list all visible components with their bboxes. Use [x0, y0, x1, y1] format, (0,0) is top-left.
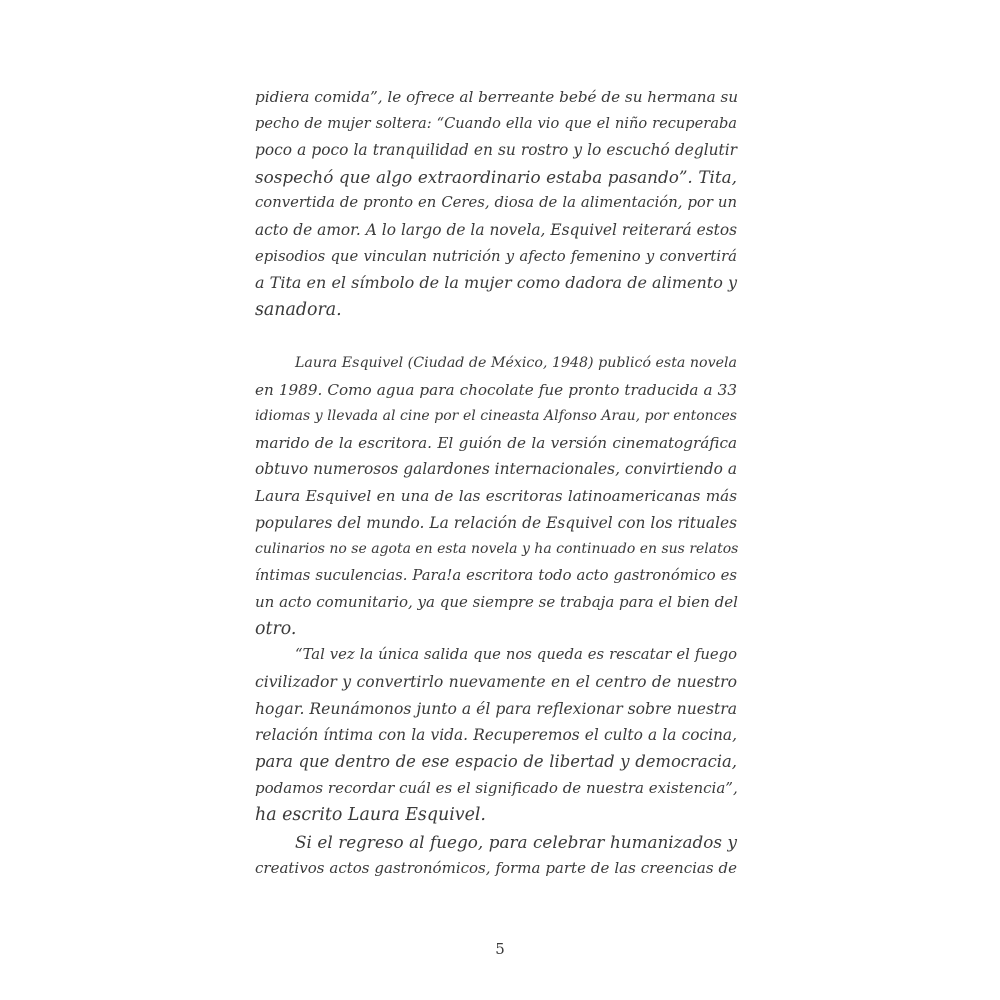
text-line: otro. — [255, 618, 297, 639]
text-line: para que dentro de ese espacio de libertad y democracia, — [255, 751, 737, 771]
text-line: Laura Esquivel en una de las escritoras latinoamericanas más — [255, 486, 737, 505]
text-line: sanadora. — [255, 299, 342, 320]
text-line: ha escrito Laura Esquivel. — [255, 805, 486, 826]
text-line: culinarios no se agota en esta novela y ha continuado en sus relatos — [255, 541, 739, 558]
text-line: Laura Esquivel (Ciudad de México, 1948) publicó esta novela — [295, 354, 737, 371]
text-line: pecho de mujer soltera: “Cuando ella vio que el niño recuperaba — [255, 114, 737, 132]
text-line: idiomas y llevada al cine por el cineasta Alfonso Arau, por entonces — [255, 408, 737, 425]
text-line: populares del mundo. La relación de Esquivel con los rituales — [255, 513, 737, 532]
page-number: 5 — [495, 940, 505, 958]
body-text — [255, 84, 737, 882]
paragraph — [255, 829, 737, 882]
paragraph-gap — [255, 323, 737, 350]
text-line: a Tita en el símbolo de la mujer como dadora de alimento y — [255, 273, 737, 293]
text-line: “Tal vez la única salida que nos queda es rescatar el fuego — [295, 646, 737, 664]
text-line: relación íntima con la vida. Recuperemos el culto a la cocina, — [255, 726, 737, 745]
text-line: pidiera comida”, le ofrece al berreante bebé de su hermana su — [255, 88, 739, 106]
paragraph — [255, 350, 737, 643]
text-line: obtuvo numerosos galardones internacionales, convirtiendo a — [255, 460, 737, 479]
text-line: acto de amor. A lo largo de la novela, Esquivel reiterará estos — [255, 220, 737, 239]
paragraph — [255, 84, 737, 323]
text-line: poco a poco la tranquilidad en su rostro y lo escuchó deglutir — [255, 141, 737, 160]
text-line: creativos actos gastronómicos, forma parte de las creencias de — [255, 859, 737, 878]
text-line: un acto comunitario, ya que siempre se trabaja para el bien del — [255, 593, 738, 612]
text-line: en 1989. Como agua para chocolate fue pronto traducida a 33 — [255, 380, 737, 399]
text-line: civilizador y convertirlo nuevamente en el centro de nuestro — [255, 673, 737, 692]
text-line: íntimas suculencias. Para!a escritora todo acto gastronómico es — [255, 566, 737, 584]
text-line: episodios que vinculan nutrición y afecto femenino y convertirá — [255, 247, 737, 265]
text-line: convertida de pronto en Ceres, diosa de la alimentación, por un — [255, 194, 737, 212]
text-line: Si el regreso al fuego, para celebrar humanizados y — [295, 831, 737, 852]
text-line: hogar. Reunámonos junto a él para reflexionar sobre nuestra — [255, 699, 737, 718]
paragraph — [255, 642, 737, 828]
text-line: sospechó que algo extraordinario estaba pasando”. Tita, — [255, 166, 737, 187]
text-line: podamos recordar cuál es el significado de nuestra existencia”, — [255, 779, 738, 798]
text-line: marido de la escritora. El guión de la versión cinematográfica — [255, 433, 737, 452]
